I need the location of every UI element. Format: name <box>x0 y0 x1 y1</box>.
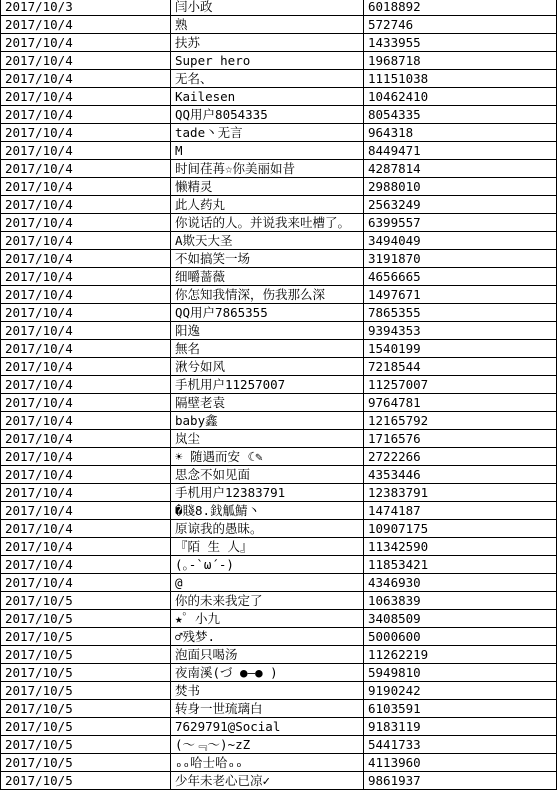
id-cell: 1497671 <box>364 286 557 304</box>
id-cell: 2563249 <box>364 196 557 214</box>
table-row <box>1 772 557 790</box>
id-cell: 572746 <box>364 16 557 34</box>
table-row <box>1 610 557 628</box>
name-cell: QQ用户8054335 <box>171 106 364 124</box>
name-cell: 手机用户11257007 <box>171 376 364 394</box>
name-cell: �賤8.鈛觚鯖丶 <box>171 502 364 520</box>
table-row <box>1 16 557 34</box>
name-cell: 你的未来我定了 <box>171 592 364 610</box>
date-cell: 2017/10/4 <box>1 232 171 250</box>
table-row <box>1 412 557 430</box>
date-cell: 2017/10/4 <box>1 340 171 358</box>
table-row <box>1 466 557 484</box>
name-cell: 转身一世琉璃白 <box>171 700 364 718</box>
name-cell: M <box>171 142 364 160</box>
date-cell: 2017/10/4 <box>1 52 171 70</box>
name-cell: 少年未老心已凉✓ <box>171 772 364 790</box>
date-cell: 2017/10/4 <box>1 376 171 394</box>
name-cell: QQ用户7865355 <box>171 304 364 322</box>
name-cell: 思念不如见面 <box>171 466 364 484</box>
date-cell: 2017/10/4 <box>1 160 171 178</box>
id-cell: 10907175 <box>364 520 557 538</box>
id-cell: 4287814 <box>364 160 557 178</box>
table-row <box>1 592 557 610</box>
date-cell: 2017/10/4 <box>1 124 171 142</box>
name-cell: 湫兮如风 <box>171 358 364 376</box>
date-cell: 2017/10/4 <box>1 322 171 340</box>
name-cell: 夜南溪(づ ●—● ) <box>171 664 364 682</box>
id-cell: 1716576 <box>364 430 557 448</box>
date-cell: 2017/10/4 <box>1 70 171 88</box>
id-cell: 7218544 <box>364 358 557 376</box>
name-cell: 扶苏 <box>171 34 364 52</box>
table-row <box>1 574 557 592</box>
name-cell: Kailesen <box>171 88 364 106</box>
date-cell: 2017/10/5 <box>1 718 171 736</box>
table-row <box>1 394 557 412</box>
id-cell: 12383791 <box>364 484 557 502</box>
table-row <box>1 376 557 394</box>
name-cell: 焚书 <box>171 682 364 700</box>
date-cell: 2017/10/4 <box>1 430 171 448</box>
id-cell: 1063839 <box>364 592 557 610</box>
name-cell: 熟 <box>171 16 364 34</box>
date-cell: 2017/10/4 <box>1 178 171 196</box>
table-row <box>1 700 557 718</box>
date-cell: 2017/10/4 <box>1 106 171 124</box>
id-cell: 1433955 <box>364 34 557 52</box>
date-cell: 2017/10/4 <box>1 466 171 484</box>
date-cell: 2017/10/5 <box>1 646 171 664</box>
name-cell: 无名、 <box>171 70 364 88</box>
id-cell: 11853421 <box>364 556 557 574</box>
table-row <box>1 556 557 574</box>
date-cell: 2017/10/5 <box>1 772 171 790</box>
id-cell: 5441733 <box>364 736 557 754</box>
id-cell: 4353446 <box>364 466 557 484</box>
date-cell: 2017/10/4 <box>1 574 171 592</box>
id-cell: 2722266 <box>364 448 557 466</box>
date-cell: 2017/10/4 <box>1 34 171 52</box>
date-cell: 2017/10/4 <box>1 142 171 160</box>
id-cell: 9861937 <box>364 772 557 790</box>
id-cell: 10462410 <box>364 88 557 106</box>
table-row <box>1 538 557 556</box>
name-cell: 细嚼蔷薇 <box>171 268 364 286</box>
table-row <box>1 160 557 178</box>
id-cell: 11342590 <box>364 538 557 556</box>
name-cell: 原谅我的愚昧。 <box>171 520 364 538</box>
date-cell: 2017/10/4 <box>1 358 171 376</box>
id-cell: 4113960 <box>364 754 557 772</box>
id-cell: 5000600 <box>364 628 557 646</box>
table-row <box>1 736 557 754</box>
id-cell: 3494049 <box>364 232 557 250</box>
table-row <box>1 124 557 142</box>
date-cell: 2017/10/4 <box>1 502 171 520</box>
name-cell: 7629791@Social <box>171 718 364 736</box>
date-cell: 2017/10/4 <box>1 286 171 304</box>
name-cell: 隔壁老袁 <box>171 394 364 412</box>
id-cell: 9183119 <box>364 718 557 736</box>
table-row <box>1 340 557 358</box>
table-row <box>1 196 557 214</box>
name-cell: 你怎知我情深，伤我那么深 <box>171 286 364 304</box>
id-cell: 5949810 <box>364 664 557 682</box>
id-cell: 964318 <box>364 124 557 142</box>
table-row <box>1 718 557 736</box>
date-cell: 2017/10/5 <box>1 736 171 754</box>
id-cell: 6103591 <box>364 700 557 718</box>
table-row <box>1 628 557 646</box>
name-cell: (｡-`ω´-) <box>171 556 364 574</box>
date-cell: 2017/10/4 <box>1 412 171 430</box>
table-row <box>1 142 557 160</box>
id-cell: 12165792 <box>364 412 557 430</box>
date-cell: 2017/10/5 <box>1 628 171 646</box>
table-row <box>1 70 557 88</box>
table-row <box>1 682 557 700</box>
name-cell: 無名 <box>171 340 364 358</box>
date-cell: 2017/10/5 <box>1 754 171 772</box>
name-cell: 手机用户12383791 <box>171 484 364 502</box>
table-row <box>1 754 557 772</box>
id-cell: 8449471 <box>364 142 557 160</box>
name-cell: 你说话的人。并说我来吐槽了。 <box>171 214 364 232</box>
id-cell: 9190242 <box>364 682 557 700</box>
name-cell: Super hero <box>171 52 364 70</box>
name-cell: ♂残梦. <box>171 628 364 646</box>
name-cell: ☀ 随遇而安 ☾✎ <box>171 448 364 466</box>
date-cell: 2017/10/4 <box>1 484 171 502</box>
id-cell: 7865355 <box>364 304 557 322</box>
table-row <box>1 34 557 52</box>
table-row <box>1 304 557 322</box>
table-body <box>1 0 557 790</box>
name-cell: tade丶无言 <box>171 124 364 142</box>
id-cell: 9764781 <box>364 394 557 412</box>
date-cell: 2017/10/4 <box>1 196 171 214</box>
date-cell: 2017/10/5 <box>1 700 171 718</box>
date-cell: 2017/10/4 <box>1 214 171 232</box>
date-cell: 2017/10/4 <box>1 538 171 556</box>
table-row <box>1 502 557 520</box>
table-row <box>1 52 557 70</box>
name-cell: 阳逸 <box>171 322 364 340</box>
id-cell: 8054335 <box>364 106 557 124</box>
id-cell: 6018892 <box>364 0 557 16</box>
table-row <box>1 520 557 538</box>
id-cell: 4656665 <box>364 268 557 286</box>
name-cell: 『陌 生 人』 <box>171 538 364 556</box>
date-cell: 2017/10/5 <box>1 610 171 628</box>
table-row <box>1 268 557 286</box>
id-cell: 11262219 <box>364 646 557 664</box>
date-cell: 2017/10/5 <box>1 592 171 610</box>
table-row <box>1 358 557 376</box>
date-cell: 2017/10/4 <box>1 304 171 322</box>
table-row <box>1 0 557 16</box>
date-cell: 2017/10/3 <box>1 0 171 16</box>
table-row <box>1 214 557 232</box>
name-cell: 岚尘 <box>171 430 364 448</box>
id-cell: 3408509 <box>364 610 557 628</box>
id-cell: 11257007 <box>364 376 557 394</box>
name-cell: (～﹃～)~zZ <box>171 736 364 754</box>
date-cell: 2017/10/5 <box>1 682 171 700</box>
name-cell: 闫小政 <box>171 0 364 16</box>
id-cell: 1474187 <box>364 502 557 520</box>
id-cell: 4346930 <box>364 574 557 592</box>
id-cell: 2988010 <box>364 178 557 196</box>
table-row <box>1 250 557 268</box>
id-cell: 1968718 <box>364 52 557 70</box>
table-row <box>1 430 557 448</box>
table-row <box>1 664 557 682</box>
date-cell: 2017/10/4 <box>1 448 171 466</box>
table-row <box>1 178 557 196</box>
date-cell: 2017/10/4 <box>1 16 171 34</box>
date-cell: 2017/10/4 <box>1 520 171 538</box>
id-cell: 6399557 <box>364 214 557 232</box>
table-row <box>1 646 557 664</box>
name-cell: ₒₒ哈士哈ₒₒ <box>171 754 364 772</box>
table-row <box>1 448 557 466</box>
date-cell: 2017/10/4 <box>1 394 171 412</box>
name-cell: ★゜小九 <box>171 610 364 628</box>
date-cell: 2017/10/4 <box>1 250 171 268</box>
table-row <box>1 286 557 304</box>
name-cell: baby鑫 <box>171 412 364 430</box>
table-row <box>1 106 557 124</box>
date-cell: 2017/10/4 <box>1 268 171 286</box>
name-cell: 此人药丸 <box>171 196 364 214</box>
date-cell: 2017/10/4 <box>1 88 171 106</box>
date-cell: 2017/10/5 <box>1 664 171 682</box>
name-cell: @ <box>171 574 364 592</box>
id-cell: 3191870 <box>364 250 557 268</box>
name-cell: 懒精灵 <box>171 178 364 196</box>
id-cell: 11151038 <box>364 70 557 88</box>
table-row <box>1 88 557 106</box>
table-row <box>1 484 557 502</box>
name-cell: 时间荏苒☆你美丽如昔 <box>171 160 364 178</box>
table-row <box>1 322 557 340</box>
id-cell: 1540199 <box>364 340 557 358</box>
id-cell: 9394353 <box>364 322 557 340</box>
table-row <box>1 232 557 250</box>
name-cell: A欺天大圣 <box>171 232 364 250</box>
date-cell: 2017/10/4 <box>1 556 171 574</box>
name-cell: 泡面只喝汤 <box>171 646 364 664</box>
name-cell: 不如搞笑一场 <box>171 250 364 268</box>
